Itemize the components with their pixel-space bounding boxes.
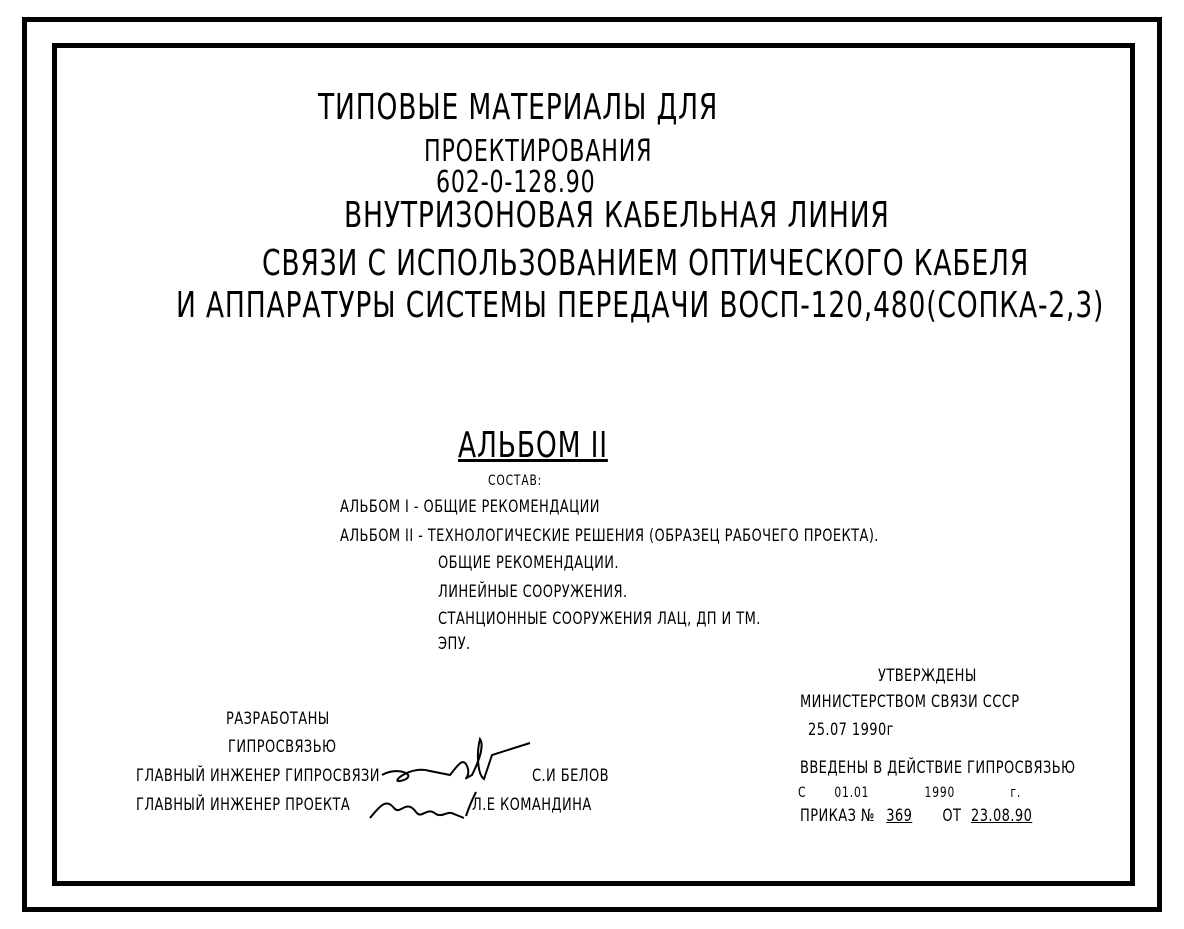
title-line-1: ТИПОВЫЕ МАТЕРИАЛЫ ДЛЯ	[318, 87, 719, 128]
developed-label: РАЗРАБОТАНЫ	[226, 709, 330, 729]
from-year: 1990	[924, 785, 956, 801]
approved-label: УТВЕРЖДЕНЫ	[878, 666, 977, 686]
from-suffix: г.	[1010, 785, 1022, 801]
chief-engineer-org-name: С.И БЕЛОВ	[532, 766, 609, 786]
order-prefix: ПРИКАЗ №	[800, 806, 875, 826]
from-prefix: С	[798, 785, 807, 801]
from-day: 01.01	[834, 785, 870, 801]
introduced-from	[798, 786, 1021, 800]
document-code: 602-0-128.90	[436, 165, 596, 200]
signature-komandina-icon	[366, 788, 478, 828]
title-line-2: ПРОЕКТИРОВАНИЯ	[424, 134, 653, 169]
introduced-by: ВВЕДЕНЫ В ДЕЙСТВИЕ ГИПРОСВЯЗЬЮ	[800, 758, 1076, 778]
order-line	[800, 808, 1032, 825]
sub-item-linear: ЛИНЕЙНЫЕ СООРУЖЕНИЯ.	[438, 582, 628, 602]
composition-label: СОСТАВ:	[488, 473, 543, 489]
title-line-5: И АППАРАТУРЫ СИСТЕМЫ ПЕРЕДАЧИ ВОСП-120,480(СОПКА-2,3)	[176, 285, 1105, 326]
sub-item-station: СТАНЦИОННЫЕ СООРУЖЕНИЯ ЛАЦ, ДП И ТМ.	[438, 609, 761, 629]
album-heading: АЛЬБОМ II	[458, 425, 608, 466]
order-number: 369	[886, 806, 913, 826]
chief-engineer-org-title: ГЛАВНЫЙ ИНЖЕНЕР ГИПРОСВЯЗИ	[136, 766, 380, 786]
sub-item-epu: ЭПУ.	[438, 634, 471, 654]
title-line-4: СВЯЗИ С ИСПОЛЬЗОВАНИЕМ ОПТИЧЕСКОГО КАБЕЛЯ	[262, 243, 1030, 284]
album-2-label: АЛЬБОМ II	[340, 526, 414, 546]
album-1-label: АЛЬБОМ I	[340, 497, 410, 517]
album-item-label	[340, 499, 600, 516]
chief-engineer-project-title: ГЛАВНЫЙ ИНЖЕНЕР ПРОЕКТА	[136, 795, 351, 815]
approved-by: МИНИСТЕРСТВОМ СВЯЗИ СССР	[800, 692, 1020, 712]
developed-org: ГИПРОСВЯЗЬЮ	[228, 737, 337, 757]
album-1-text: - ОБЩИЕ РЕКОМЕНДАЦИИ	[413, 497, 600, 517]
sub-item-general: ОБЩИЕ РЕКОМЕНДАЦИИ.	[438, 553, 619, 573]
album-item-label	[340, 528, 879, 545]
order-date: 23.08.90	[971, 806, 1033, 826]
chief-engineer-project-name: Л.Е КОМАНДИНА	[472, 795, 592, 815]
album-2-text: - ТЕХНОЛОГИЧЕСКИЕ РЕШЕНИЯ (ОБРАЗЕЦ РАБОЧЕГО ПРОЕКТА).	[418, 526, 879, 546]
order-from: ОТ	[942, 806, 962, 826]
approved-date: 25.07 1990г	[808, 720, 894, 740]
title-line-3: ВНУТРИЗОНОВАЯ КАБЕЛЬНАЯ ЛИНИЯ	[344, 195, 890, 236]
